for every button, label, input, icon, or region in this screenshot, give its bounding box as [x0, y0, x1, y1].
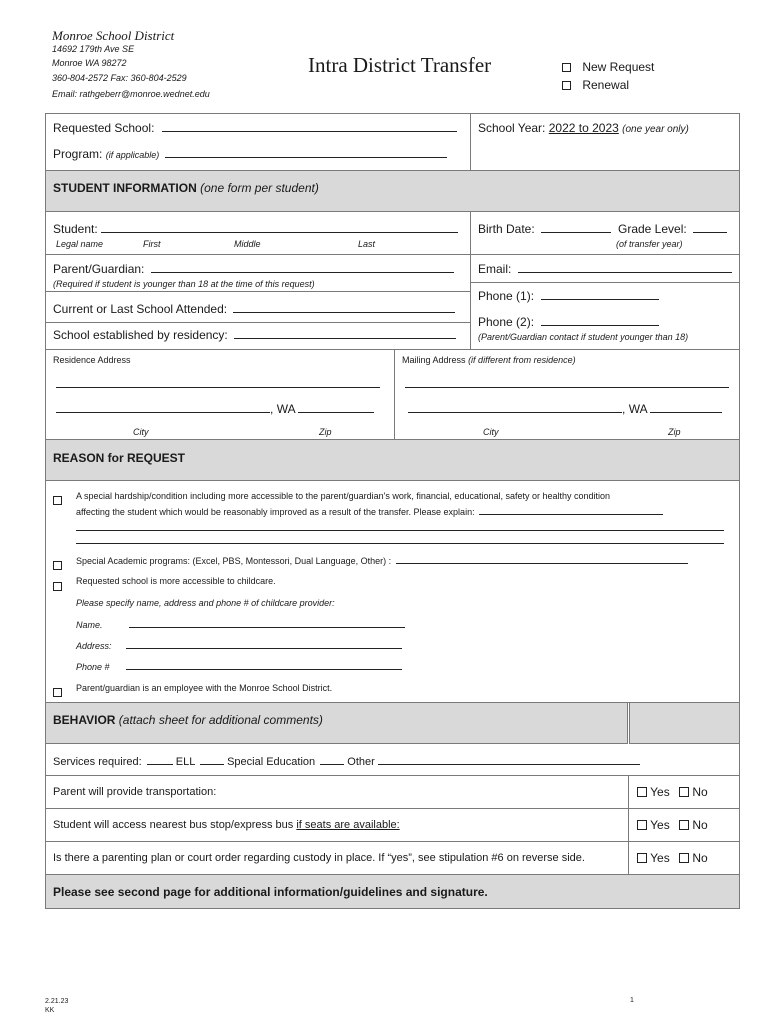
- revision-date: 2.21.23: [45, 998, 69, 1005]
- hardship-text-1: A special hardship/condition including more accessible to the parent/guardian's work, financial, educational, safety or healthy condition: [76, 491, 611, 501]
- childcare-name-field[interactable]: Name.: [76, 619, 405, 630]
- childcare-text: Requested school is more accessible to childcare.: [76, 576, 276, 586]
- new-request-option[interactable]: [562, 60, 654, 74]
- residence-city-line[interactable]: [56, 403, 270, 413]
- requested-school-field[interactable]: Requested School:: [53, 121, 457, 135]
- employee-text: Parent/guardian is an employee with the Monroe School District.: [76, 683, 333, 693]
- bus-answer[interactable]: Yes No: [637, 818, 708, 832]
- custody-answer[interactable]: Yes No: [637, 851, 708, 865]
- page-footer-meta: [45, 997, 68, 1015]
- childcare-phone-field[interactable]: Phone #: [76, 661, 402, 672]
- student-info-header: STUDENT INFORMATION (one form per student): [46, 170, 739, 212]
- renewal-checkbox[interactable]: [562, 81, 571, 90]
- mailing-city-zip[interactable]: , WA: [408, 402, 722, 416]
- transportation-yes-checkbox[interactable]: [637, 787, 647, 797]
- footer-note-band: [46, 874, 739, 908]
- childcare-phone-line[interactable]: [126, 661, 402, 670]
- district-phone: 360-804-2572 Fax: 360-804-2529: [52, 73, 187, 83]
- current-school-field[interactable]: Current or Last School Attended:: [53, 302, 455, 316]
- renewal-label: Renewal: [582, 78, 630, 92]
- page-number: 1: [630, 997, 634, 1004]
- phone2-field[interactable]: Phone (2):: [478, 315, 659, 329]
- school-year-value: 2022 to 2023: [548, 121, 619, 135]
- transportation-answer[interactable]: Yes No: [637, 785, 708, 799]
- residency-school-field[interactable]: School established by residency:: [53, 328, 456, 342]
- childcare-checkbox[interactable]: [53, 577, 62, 595]
- student-info-heading: STUDENT INFORMATION: [53, 181, 197, 195]
- district-name: Monroe School District: [52, 28, 175, 43]
- grade-level-field[interactable]: Grade Level:: [618, 222, 727, 236]
- requested-school-line[interactable]: [162, 122, 457, 132]
- sped-line[interactable]: [200, 755, 224, 765]
- bus-yes-checkbox[interactable]: [637, 820, 647, 830]
- hardship-explain-line[interactable]: [479, 506, 663, 515]
- phone1-line[interactable]: [541, 290, 659, 300]
- academic-checkbox[interactable]: [53, 556, 62, 574]
- reason-header: [46, 439, 739, 481]
- behavior-header: BEHAVIOR (attach sheet for additional comments): [46, 702, 739, 744]
- hardship-line-3[interactable]: [76, 535, 724, 544]
- custody-no-checkbox[interactable]: [679, 853, 689, 863]
- hardship-explain-field[interactable]: affecting the student which would be reasonably improved as a result of the transfer. Please explain:: [76, 506, 663, 517]
- district-address-line2: Monroe WA 98272: [52, 58, 127, 68]
- parent-guardian-line[interactable]: [151, 263, 454, 273]
- residence-street-line[interactable]: [56, 378, 380, 388]
- footer-note: Please see second page for additional information/guidelines and signature.: [53, 885, 488, 899]
- phone2-line[interactable]: [541, 316, 659, 326]
- student-name-field[interactable]: Student:: [53, 222, 458, 236]
- academic-field[interactable]: Special Academic programs: (Excel, PBS, Montessori, Dual Language, Other) :: [76, 555, 688, 566]
- current-school-line[interactable]: [233, 303, 455, 313]
- academic-line[interactable]: [396, 555, 688, 564]
- hardship-line-2[interactable]: [76, 522, 724, 531]
- residence-address-label: Residence Address: [53, 355, 131, 365]
- program-line[interactable]: [165, 148, 447, 158]
- ell-line[interactable]: [147, 755, 173, 765]
- services-required-field[interactable]: Services required: ELL Special Education Other: [53, 755, 640, 768]
- district-email: Email: rathgeberr@monroe.wednet.edu: [52, 89, 210, 99]
- childcare-name-line[interactable]: [129, 619, 405, 628]
- parent-guardian-field[interactable]: Parent/Guardian:: [53, 262, 454, 276]
- childcare-address-field[interactable]: Address:: [76, 640, 402, 651]
- form-title: Intra District Transfer: [308, 53, 492, 77]
- renewal-option[interactable]: [562, 78, 629, 92]
- birth-date-line[interactable]: [541, 223, 611, 233]
- other-detail-line[interactable]: [378, 755, 640, 765]
- district-address-line1: 14692 179th Ave SE: [52, 44, 135, 54]
- reason-heading: REASON for REQUEST: [53, 451, 186, 465]
- school-year: School Year: 2022 to 2023 (one year only): [478, 121, 689, 135]
- initials: KK: [45, 1007, 55, 1014]
- bus-question: Student will access nearest bus stop/express bus if seats are available:: [53, 819, 400, 831]
- new-request-label: New Request: [582, 60, 655, 74]
- behavior-heading: BEHAVIOR: [53, 713, 116, 727]
- residence-city-zip[interactable]: , WA: [56, 402, 374, 416]
- mailing-city-line[interactable]: [408, 403, 622, 413]
- email-line[interactable]: [518, 263, 732, 273]
- birth-date-field[interactable]: Birth Date:: [478, 222, 611, 236]
- mailing-street-line[interactable]: [405, 378, 729, 388]
- residency-school-line[interactable]: [234, 329, 456, 339]
- bus-no-checkbox[interactable]: [679, 820, 689, 830]
- transportation-no-checkbox[interactable]: [679, 787, 689, 797]
- hardship-checkbox[interactable]: [53, 491, 62, 509]
- childcare-address-line[interactable]: [126, 640, 402, 649]
- mailing-zip-line[interactable]: [650, 403, 722, 413]
- other-line[interactable]: [320, 755, 344, 765]
- program-field[interactable]: Program: (if applicable): [53, 147, 447, 161]
- custody-question: Is there a parenting plan or court order regarding custody in place. If “yes”, see stipulation #6 on reverse side.: [53, 852, 585, 864]
- phone1-field[interactable]: Phone (1):: [478, 289, 659, 303]
- residence-zip-line[interactable]: [298, 403, 374, 413]
- grade-level-line[interactable]: [693, 223, 727, 233]
- student-name-line[interactable]: [101, 223, 458, 233]
- transportation-question: Parent will provide transportation:: [53, 786, 217, 798]
- mailing-address-label: Mailing Address (if different from residence): [402, 355, 576, 365]
- employee-checkbox[interactable]: [53, 683, 62, 701]
- email-field[interactable]: Email:: [478, 262, 732, 276]
- new-request-checkbox[interactable]: [562, 63, 571, 72]
- custody-yes-checkbox[interactable]: [637, 853, 647, 863]
